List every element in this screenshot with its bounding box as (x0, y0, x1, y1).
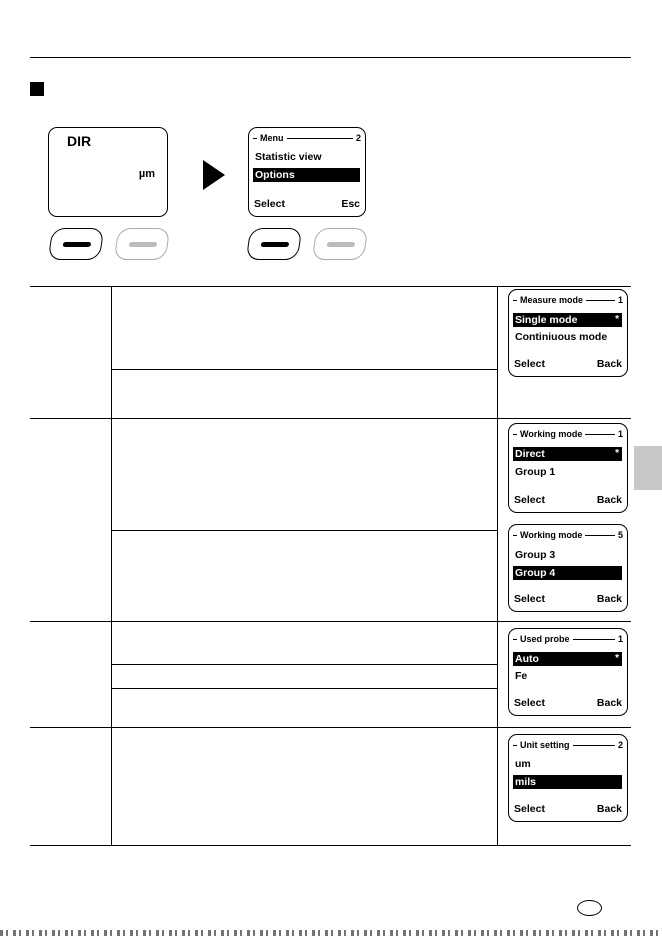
active-star: * (615, 653, 619, 664)
measure-mode-screen (508, 289, 628, 377)
working-mode-title: Working mode (517, 428, 585, 440)
option-mils[interactable] (513, 775, 622, 789)
menu-select-softkey: Select (254, 198, 285, 210)
option-fe[interactable] (513, 669, 622, 683)
active-star: * (615, 448, 619, 459)
left-soft-key[interactable] (246, 228, 302, 260)
option-label: um (515, 758, 531, 770)
dir-mode-label: DIR (67, 133, 92, 149)
menu-item-statistic-view[interactable]: Statistic view (255, 151, 322, 163)
menu-item-options[interactable]: Options (253, 168, 360, 182)
measure-mode-number: 1 (615, 294, 623, 306)
option-label: Group 4 (515, 567, 556, 579)
working-mode-screen (508, 524, 628, 612)
table-subrule (111, 369, 497, 370)
menu-screen (248, 127, 366, 217)
working-mode-number: 5 (615, 529, 623, 541)
table-subrule (111, 530, 497, 531)
back-softkey: Back (596, 697, 622, 709)
right-soft-key[interactable] (114, 228, 170, 260)
table-column-divider (111, 286, 112, 845)
table-rule (30, 727, 631, 728)
option-label: mils (515, 776, 537, 788)
left-soft-key[interactable] (48, 228, 104, 260)
working-mode-header (513, 529, 623, 541)
menu-header (253, 132, 361, 144)
used-probe-header (513, 633, 623, 645)
right-soft-key[interactable] (312, 228, 368, 260)
option-label: Direct (515, 448, 545, 460)
option-label: Group 1 (515, 466, 556, 478)
option-label: Fe (515, 670, 528, 682)
option-label: Auto (515, 653, 539, 665)
active-star: * (615, 314, 619, 325)
working-mode-number: 1 (615, 428, 623, 440)
option-label: Group 3 (515, 549, 556, 561)
working-mode-title: Working mode (517, 529, 585, 541)
select-softkey: Select (514, 803, 545, 815)
option-label: Single mode (515, 314, 578, 326)
table-rule (30, 418, 631, 419)
unit-setting-title: Unit setting (517, 739, 573, 751)
back-softkey: Back (596, 593, 622, 605)
option-direct[interactable] (513, 447, 622, 461)
measure-mode-title: Measure mode (517, 294, 586, 306)
header-rule (30, 57, 631, 58)
menu-number: 2 (353, 132, 361, 144)
language-side-tab (634, 446, 662, 490)
option-um[interactable] (513, 757, 622, 771)
used-probe-screen (508, 628, 628, 716)
measure-mode-header (513, 294, 623, 306)
option-label: Continiuous mode (515, 331, 608, 343)
back-softkey: Back (596, 803, 622, 815)
table-rule (30, 286, 631, 287)
option-auto[interactable] (513, 652, 622, 666)
table-rule (30, 621, 631, 622)
language-badge (577, 900, 602, 916)
working-mode-screen (508, 423, 628, 513)
working-mode-header (513, 428, 623, 440)
option-group-3[interactable] (513, 548, 622, 562)
dir-screen (48, 127, 168, 217)
dir-unit-label: µm (138, 168, 155, 180)
select-softkey: Select (514, 697, 545, 709)
used-probe-number: 1 (615, 633, 623, 645)
unit-setting-number: 2 (615, 739, 623, 751)
used-probe-title: Used probe (517, 633, 573, 645)
select-softkey: Select (514, 593, 545, 605)
table-subrule (111, 688, 497, 689)
back-softkey: Back (596, 494, 622, 506)
arrow-right-icon (203, 160, 225, 190)
section-marker (30, 82, 44, 96)
option-continuous-mode[interactable] (513, 330, 622, 344)
unit-setting-header (513, 739, 623, 751)
select-softkey: Select (514, 358, 545, 370)
back-softkey: Back (596, 358, 622, 370)
option-group-1[interactable] (513, 465, 622, 479)
table-subrule (111, 664, 497, 665)
select-softkey: Select (514, 494, 545, 506)
table-column-divider (497, 286, 498, 845)
table-rule (30, 845, 631, 846)
option-single-mode[interactable] (513, 313, 622, 327)
menu-esc-softkey: Esc (341, 198, 360, 210)
option-group-4[interactable] (513, 566, 622, 580)
footer-strip (0, 930, 662, 936)
unit-setting-screen (508, 734, 628, 822)
menu-title: Menu (257, 132, 287, 144)
